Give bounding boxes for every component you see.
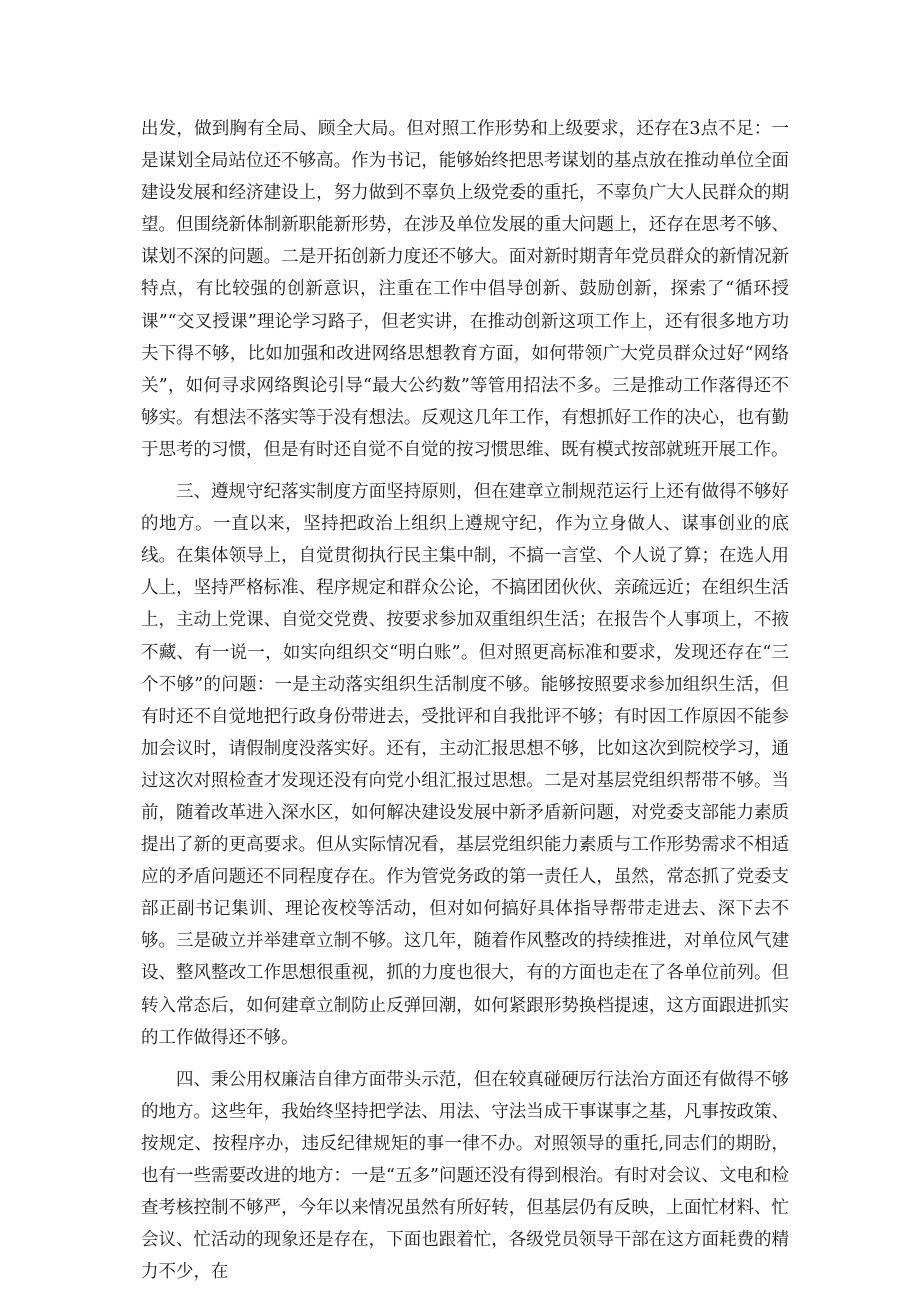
paragraph-continued: 出发，做到胸有全局、顾全大局。但对照工作形势和上级要求，还存在3点不足：一是谋划全局站位还不够高。作为书记，能够始终把思考谋划的基点放在推动单位全面建设发展和经济建设上，努力做到不辜负上级党委的重托，不辜负广大人民群众的期望。但围绕新体制新职能新形势，在涉及单位发展的重大问题上，还存在思考不够、谋划不深的问题。二是开拓创新力度还不够大。面对新时期青年党员群众的新情况新特点，有比较强的创新意识，注重在工作中倡导创新、鼓励创新，探索了“循环授课”“交叉授课”理论学习路子，但老实讲，在推动创新这项工作上，还有很多地方功夫下得不够，比如加强和改进网络思想教育方面，如何带领广大党员群众过好“网络关”，如何寻求网络舆论引导“最大公约数”等管用招法不多。三是推动工作落得还不够实。有想法不落实等于没有想法。反观这几年工作，有想抓好工作的决心，也有勤于思考的习惯，但是有时还自觉不自觉的按习惯思维、既有模式按部就班开展工作。 (141, 119, 789, 460)
document-body (141, 113, 789, 1298)
paragraph-section-four: 四、秉公用权廉洁自律方面带头示范，但在较真碰硬厉行法治方面还有做得不够的地方。这些年，我始终坚持把学法、用法、守法当成干事谋事之基，凡事按政策、按规定、按程序办，违反纪律规矩的事一律不办。对照领导的重托,同志们的期盼，也有一些需要改进的地方：一是“五多”问题还没有得到根治。有时对会议、文电和检查考核控制不够严，今年以来情况虽然有所好转，但基层仍有反映，上面忙材料、忙会议、忙活动的现象还是存在，下面也跟着忙，各级党员领导干部在这方面耗费的精力不少，在 (141, 1069, 789, 1283)
paragraph-section-three: 三、遵规守纪落实制度方面坚持原则，但在建章立制规范运行上还有做得不够好的地方。一直以来，坚持把政治上组织上遵规守纪，作为立身做人、谋事创业的底线。在集体领导上，自觉贯彻执行民主集中制，不搞一言堂、个人说了算；在选人用人上，坚持严格标准、程序规定和群众公论，不搞团团伙伙、亲疏远近；在组织生活上，主动上党课、自觉交党费、按要求参加双重组织生活；在报告个人事项上，不掖不藏、有一说一，如实向组织交“明白账”。但对照更高标准和要求，发现还存在“三个不够”的问题：一是主动落实组织生活制度不够。能够按照要求参加组织生活，但有时还不自觉地把行政身份带进去，受批评和自我批评不够；有时因工作原因不能参加会议时，请假制度没落实好。还有，主动汇报思想不够，比如这次到院校学习，通过这次对照检查才发现还没有向党小组汇报过思想。二是对基层党组织帮带不够。当前，随着改革进入深水区，如何解决建设发展中新矛盾新问题，对党委支部能力素质提出了新的更高要求。但从实际情况看，基层党组织能力素质与工作形势需求不相适应的矛盾问题还不同程度存在。作为管党务政的第一责任人，虽然，常态抓了党委支部正副书记集训、理论夜校等活动，但对如何搞好具体指导帮带走进去、深下去不够。三是破立并举建章立制不够。这几年，随着作风整改的持续推进，对单位风气建设、整风整改工作思想很重视，抓的力度也很大，有的方面也走在了各单位前列。但转入常态后，如何建章立制防止反弹回潮，如何紧跟形势换档提速，这方面跟进抓实的工作做得还不够。 (141, 482, 789, 1048)
